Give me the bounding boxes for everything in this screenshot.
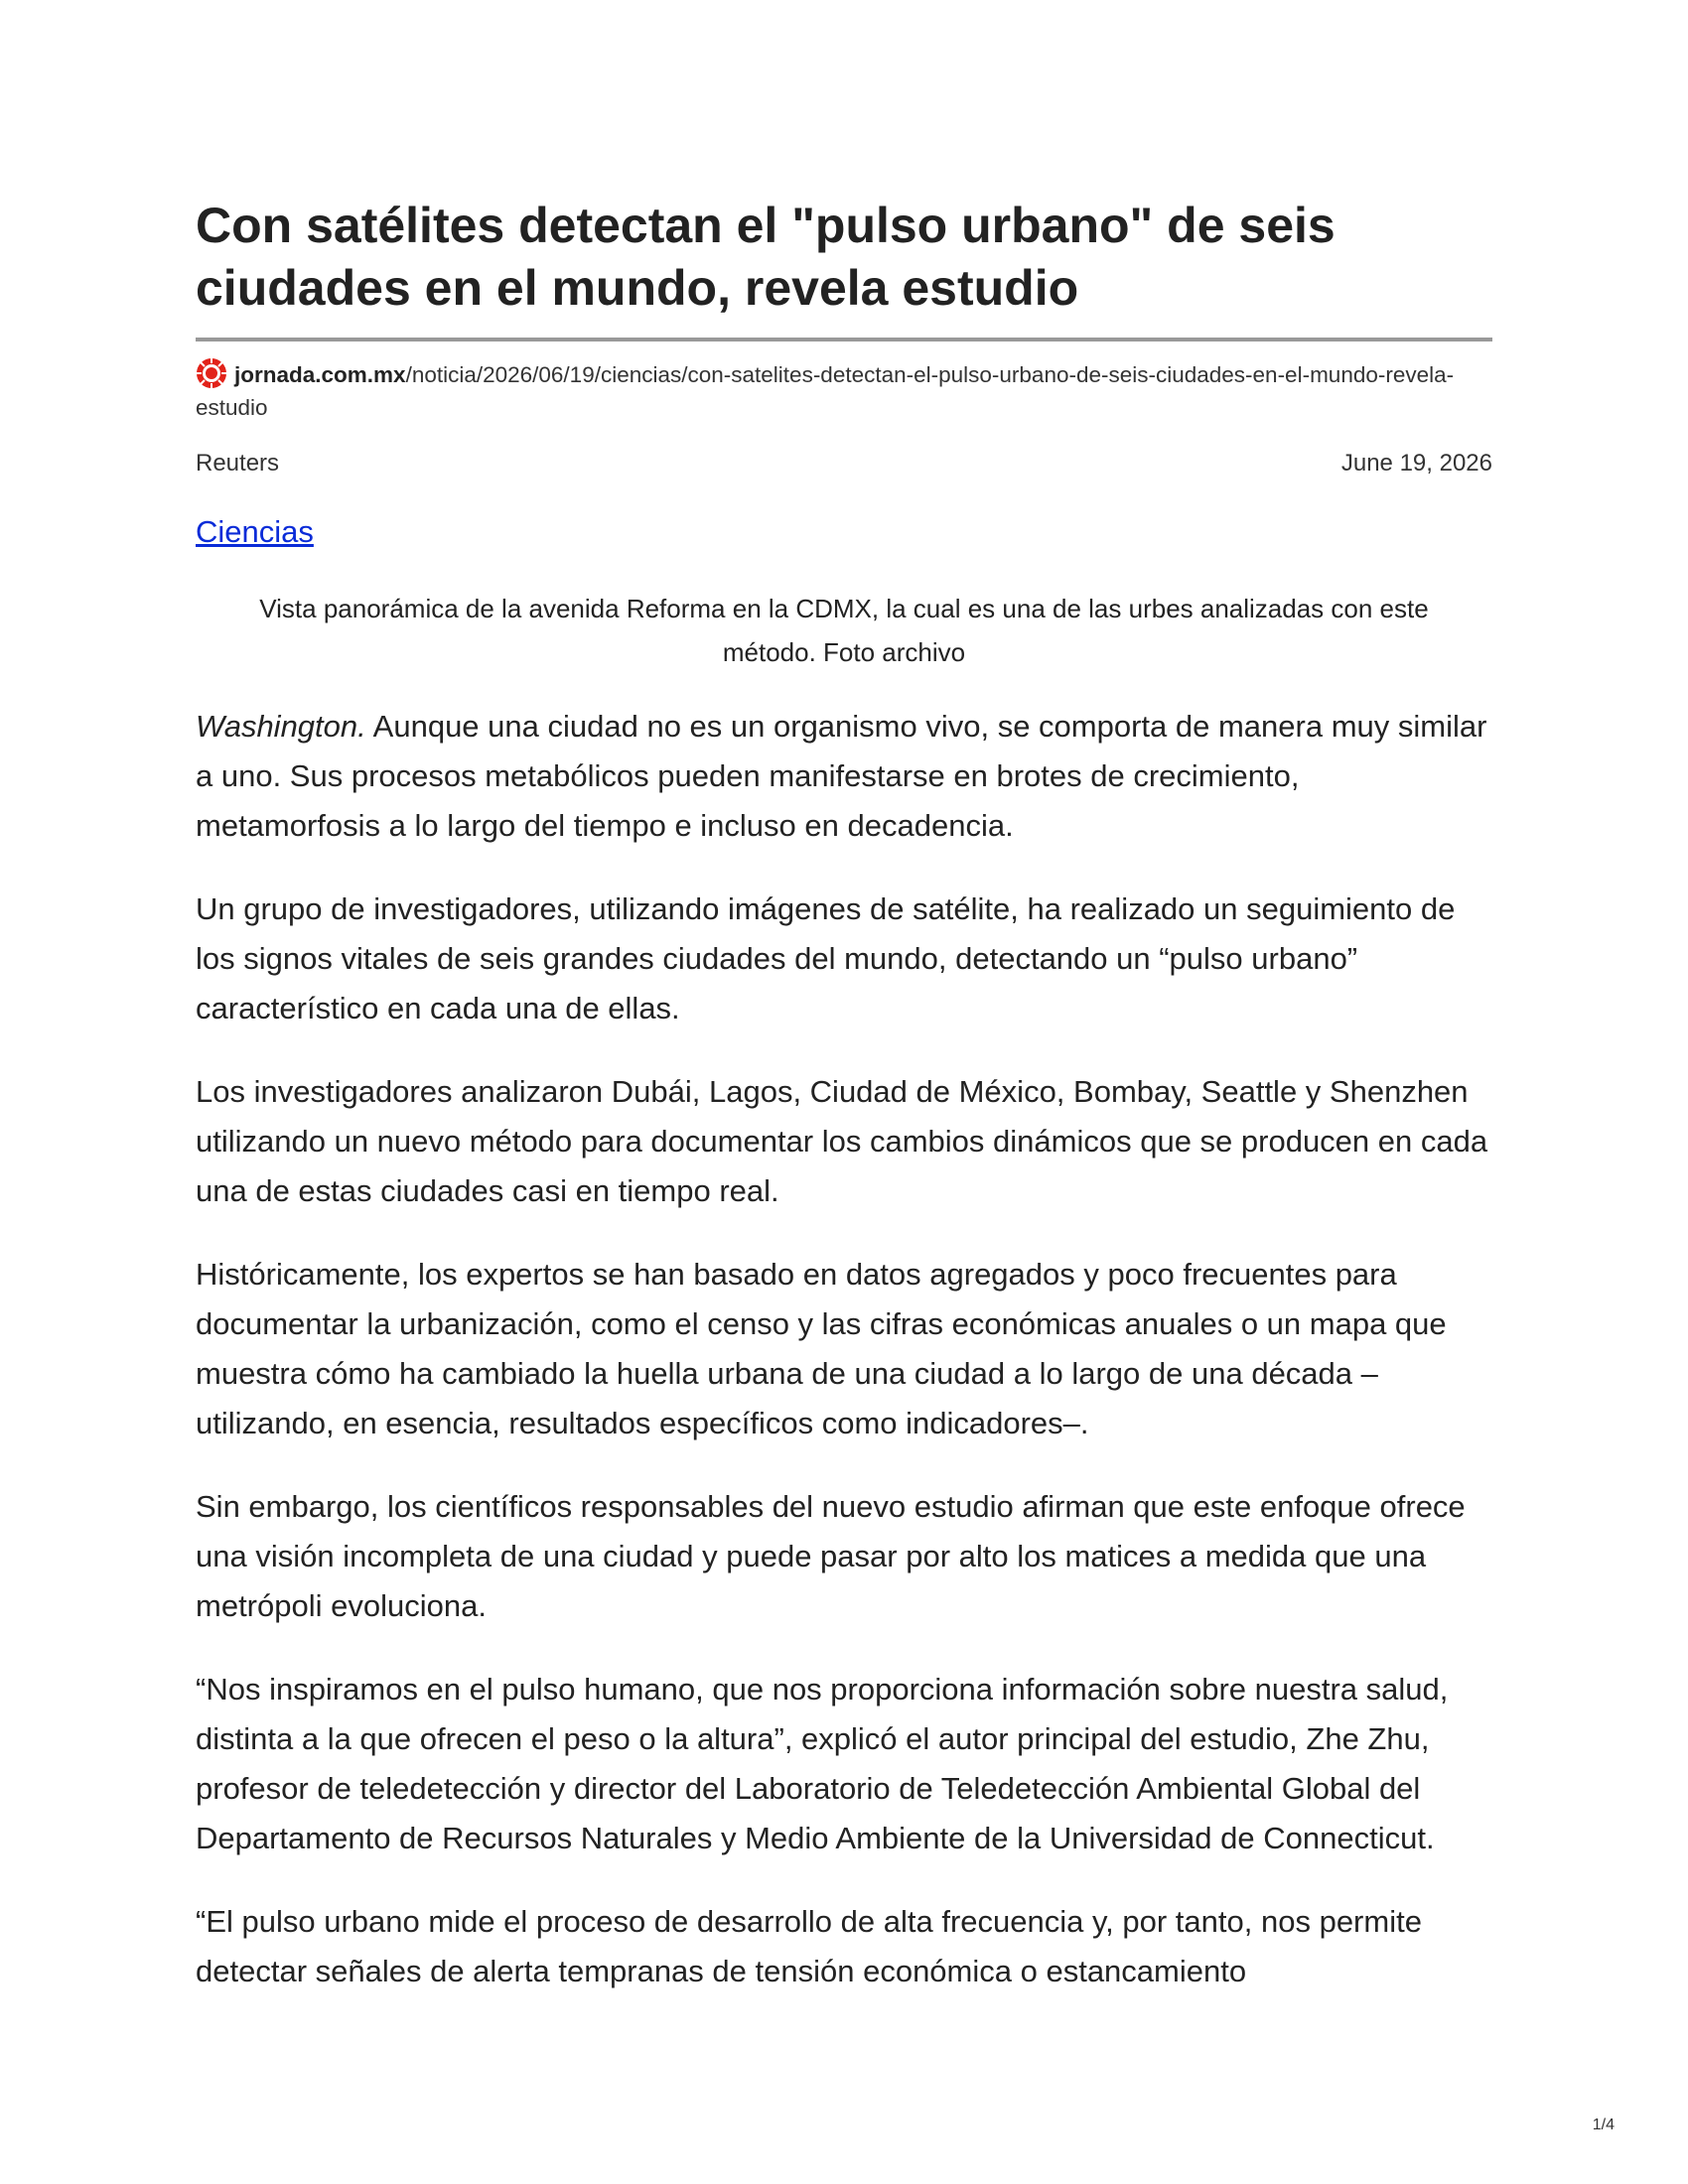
- article-title: Con satélites detectan el "pulso urbano" de seis ciudades en el mundo, revela estudio: [196, 198, 1336, 316]
- article-author: Reuters: [196, 450, 280, 477]
- category: [196, 511, 1492, 553]
- body-paragraph: Los investigadores analizaron Dubái, Lagos, Ciudad de México, Bombay, Seattle y Shenzhen utilizando un nuevo método para documentar los cambios dinámicos que se producen en cada una de estas ciudades casi en tiempo real.: [196, 1074, 1488, 1208]
- article-date: June 19, 2026: [1340, 450, 1492, 477]
- body-paragraph: “El pulso urbano mide el proceso de desarrollo de alta frecuencia y, por tanto, nos permite detectar señales de alerta tempranas de tensión económica o estancamiento: [196, 1904, 1422, 1988]
- jornada-logo-icon: [196, 357, 227, 389]
- source-url[interactable]: [196, 357, 1492, 424]
- lead-paragraph: [196, 702, 1492, 851]
- source-path: /noticia/2026/06/19/ciencias/con-satelites-detectan-el-pulso-urbano-de-seis-ciudades-en-el-mundo-revela-estudio: [196, 362, 1455, 420]
- dateline: Washington.: [196, 709, 366, 744]
- title-divider: [196, 338, 1492, 341]
- body-paragraph: Un grupo de investigadores, utilizando imágenes de satélite, ha realizado un seguimiento de los signos vitales de seis grandes ciudades del mundo, detectando un “pulso urbano” característico en cada una de ellas.: [196, 891, 1456, 1025]
- lead-text: Aunque una ciudad no es un organismo vivo, se comporta de manera muy similar a uno. Sus procesos metabólicos pueden manifestarse en brotes de crecimiento, metamorfosis a lo largo del tiempo e incluso en decadencia.: [196, 709, 1487, 843]
- category-link[interactable]: Ciencias: [196, 514, 314, 549]
- article: [196, 195, 1492, 2030]
- body-paragraph: Históricamente, los expertos se han basado en datos agregados y poco frecuentes para documentar la urbanización, como el censo y las cifras económicas anuales o un mapa que muestra cómo ha cambiado la huella urbana de una ciudad a lo largo de una década –utilizando, en esencia, resultados específicos como indicadores–.: [196, 1257, 1447, 1440]
- page-number: 1/4: [1592, 2116, 1615, 2133]
- body-paragraph: Sin embargo, los científicos responsables del nuevo estudio afirman que este enfoque ofrece una visión incompleta de una ciudad y puede pasar por alto los matices a medida que una metrópoli evoluciona.: [196, 1489, 1466, 1623]
- article-meta: [196, 448, 1492, 479]
- body-paragraph: “Nos inspiramos en el pulso humano, que nos proporciona información sobre nuestra salud, distinta a la que ofrecen el peso o la altura”, explicó el autor principal del estudio, Zhe Zhu, profesor de teledetección y director del Laboratorio de Teledetección Ambiental Global del Departamento de Recursos Naturales y Medio Ambiente de la Universidad de Connecticut.: [196, 1672, 1449, 1855]
- image-caption: Vista panorámica de la avenida Reforma en la CDMX, la cual es una de las urbes analizadas con este método. Foto archivo: [259, 594, 1429, 667]
- source-domain: jornada.com.mx: [234, 362, 406, 387]
- article-body: [196, 702, 1492, 1996]
